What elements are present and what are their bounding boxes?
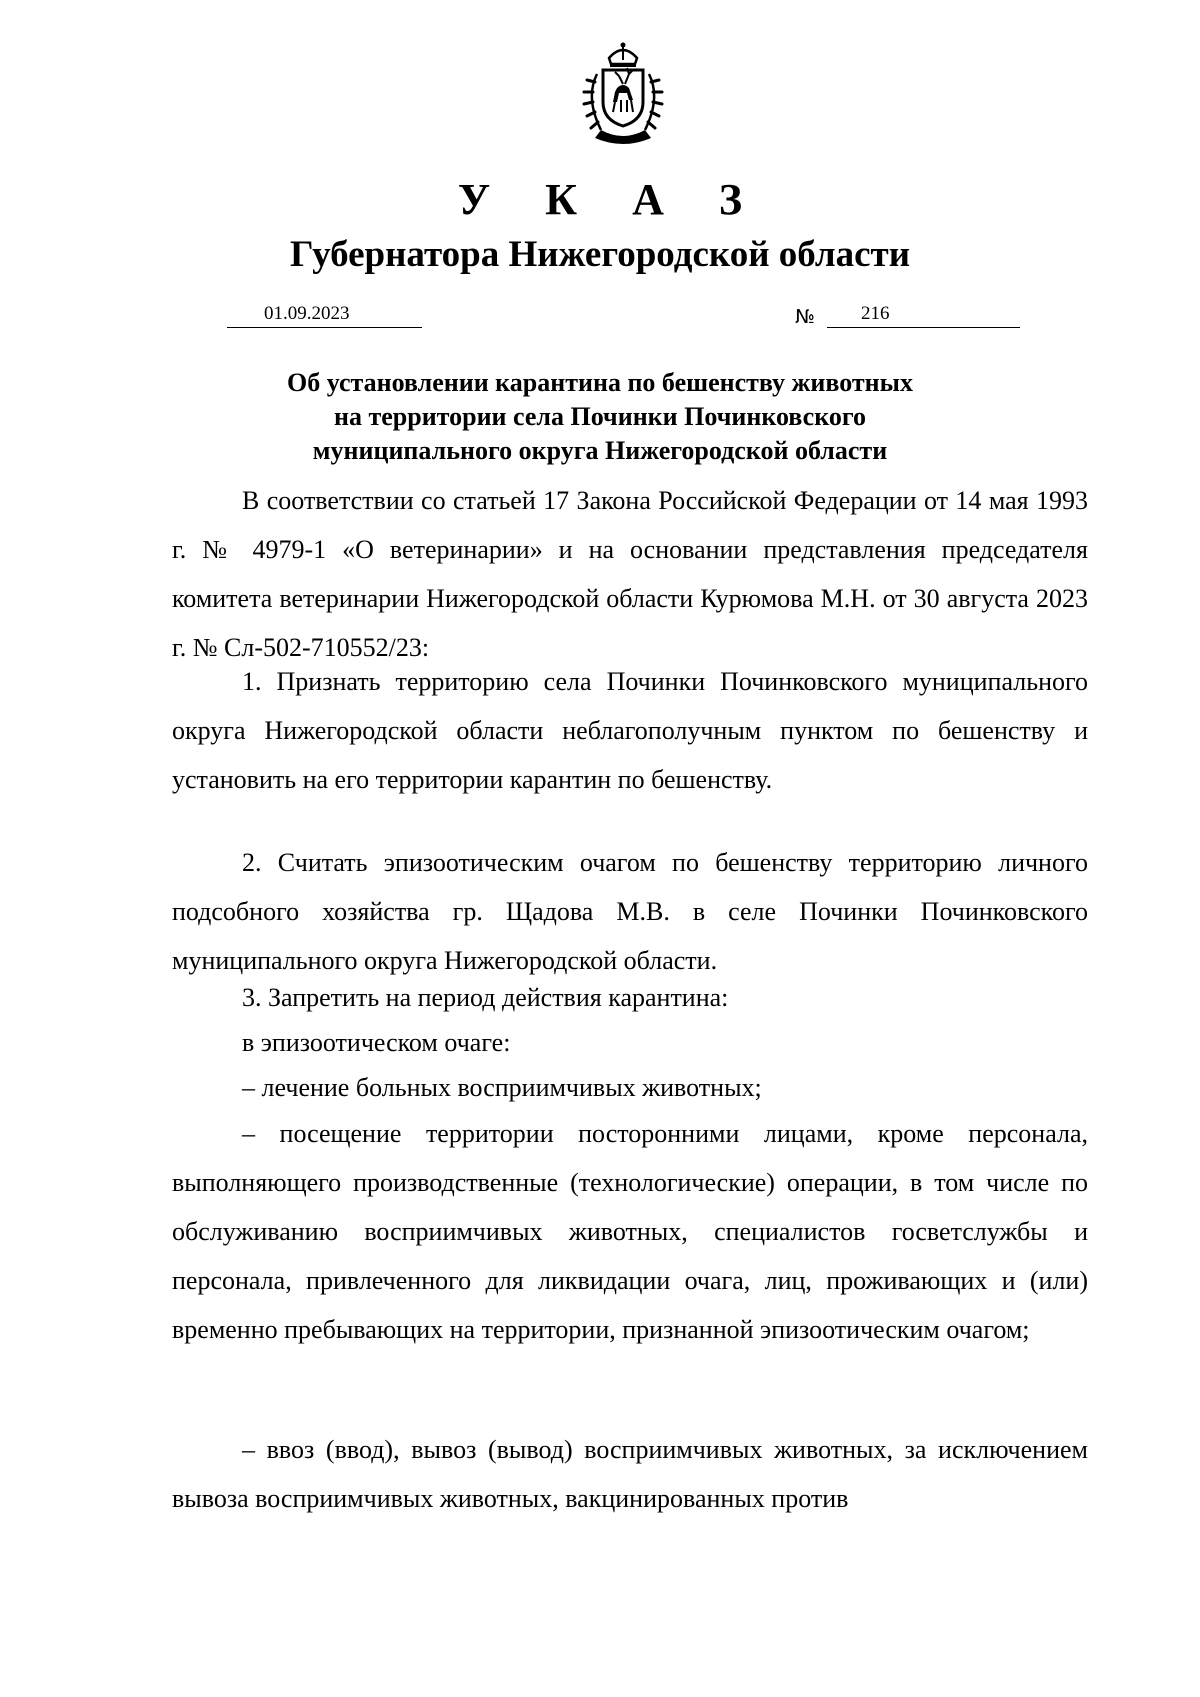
document-number: 216 xyxy=(861,303,890,324)
document-body xyxy=(172,476,1088,672)
body-paragraph: 2. Считать эпизоотическим очагом по бешенству территорию личного подсобного хозяйства гр. Щадова М.В. в селе Починки Починковского муниципального округа Нижегородской области. xyxy=(172,848,1088,975)
coat-of-arms-emblem xyxy=(567,38,679,150)
subject-line: муниципального округа Нижегородской области xyxy=(312,436,888,465)
document-date: 01.09.2023 xyxy=(264,303,350,324)
document-body xyxy=(172,838,1088,985)
body-paragraph: – ввоз (ввод), вывоз (вывод) восприимчивых животных, за исключением вывоза восприимчивых животных, вакцинированных против xyxy=(172,1435,1088,1513)
document-body xyxy=(172,1063,1088,1112)
body-paragraph: – лечение больных восприимчивых животных; xyxy=(242,1073,762,1102)
subject-line: Об установлении карантина по бешенству животных xyxy=(287,368,913,397)
number-field xyxy=(827,303,1020,328)
document-body xyxy=(172,1109,1088,1354)
body-paragraph: 3. Запретить на период действия карантина: xyxy=(242,983,729,1012)
issuer-title: Губернатора Нижегородской области xyxy=(289,234,911,275)
document-body xyxy=(172,657,1088,804)
date-field xyxy=(227,303,422,328)
document-subject xyxy=(0,366,1200,468)
subject-line: на территории села Починки Починковского xyxy=(333,402,867,431)
document-type-title: У К А З xyxy=(457,175,765,224)
body-paragraph: 1. Признать территорию села Починки Починковского муниципального округа Нижегородской области неблагополучным пунктом по бешенству и установить на его территории карантин по бешенству. xyxy=(172,667,1088,794)
number-sign: № xyxy=(795,306,815,328)
document-body xyxy=(172,1018,1088,1067)
body-paragraph: В соответствии со статьей 17 Закона Российской Федерации от 14 мая 1993 г. № 4979-1 «О ветеринарии» и на основании представления председателя комитета ветеринарии Нижегородской области Курюмова М.Н. от 30 августа 2023 г. № Сл-502-710552/23: xyxy=(172,486,1088,662)
document-body xyxy=(172,973,1088,1022)
document-body xyxy=(172,1425,1088,1523)
body-paragraph: в эпизоотическом очаге: xyxy=(242,1028,511,1057)
body-paragraph: – посещение территории посторонними лицами, кроме персонала, выполняющего производственные (технологические) операции, в том числе по обслуживанию восприимчивых животных, специалистов госветслужбы и персонала, привлеченного для ликвидации очага, лиц, проживающих и (или) временно пребывающих на территории, признанной эпизоотическим очагом; xyxy=(172,1119,1088,1344)
